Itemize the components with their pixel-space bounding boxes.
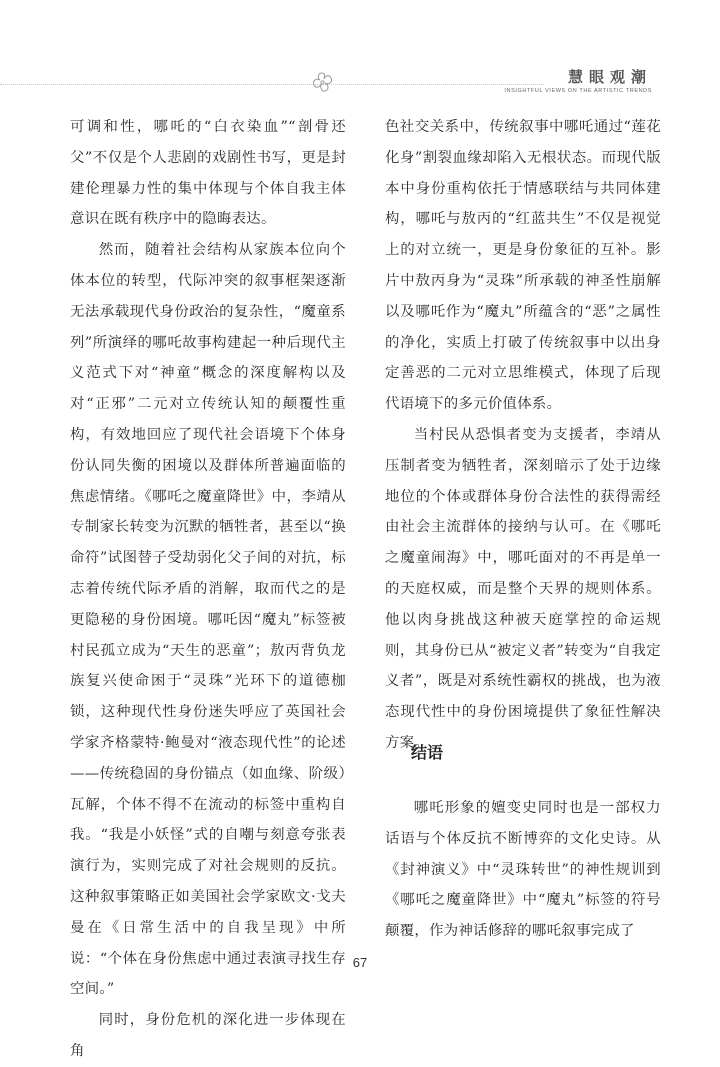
header-rule [0,84,544,85]
page-number: 67 [352,955,368,970]
left-paragraph-2: 然而，随着社会结构从家族本位向个体本位的转型，代际冲突的叙事框架逐渐无法承载现代身份政治的复杂性，“魔童系列”所演绎的哪吒故事构建起一种后现代主义范式下对“神童”概念的深度解构以及对“正邪”二元对立传统认知的颠覆性重构，有效地回应了现代社会语境下个体身份认同失衡的困境以及群体所普遍面临的焦虑情绪。《哪吒之魔童降世》中，李靖从专制家长转变为沉默的牺牲者，甚至以“换命符”试图替子受劫弱化父子间的对抗，标志着传统代际矛盾的消解，取而代之的是更隐秘的身份困境。哪吒因“魔丸”标签被村民孤立成为“天生的恶童”；敖丙背负龙族复兴使命困于“灵珠”光环下的道德枷锁，这种现代性身份迷失呼应了英国社会学家齐格蒙特·鲍曼对“液态现代性”的论述——传统稳固的身份锚点（如血缘、阶级）瓦解，个体不得不在流动的标签中重构自我。“我是小妖怪”式的自嘲与刻意夸张表演行为，实则完成了对社会规则的反抗。这种叙事策略正如美国社会学家欧文·戈夫曼在《日常生活中的自我呈现》中所说：“个体在身份焦虑中通过表演寻找生存空间。” [70,242,346,998]
journal-title: 慧眼观潮 [567,68,652,86]
right-paragraph-1: 色社交关系中，传统叙事中哪吒通过“莲花化身”割裂血缘却陷入无根状态。而现代版本中身份重构依托于情感联结与共同体建构，哪吒与敖丙的“红蓝共生”不仅是视觉上的对立统一，更是身份象征的互补。影片中敖丙身为“灵珠”所承载的神圣性崩解以及哪吒作为“魔丸”所蕴含的“恶”之属性的净化，实质上打破了传统叙事中以出身定善恶的二元对立思维模式，体现了后现代语境下的多元价值体系。 [385,119,661,413]
journal-subtitle: INSIGHTFUL VIEWS ON THE ARTISTIC TRENDS [504,88,652,94]
left-column [70,112,346,1067]
flower-ornament-icon [308,70,336,96]
right-column [385,112,661,759]
left-paragraph-1: 可调和性，哪吒的“白衣染血”“剖骨还父”不仅是个人悲剧的戏剧性书写，更是封建伦理暴力性的集中体现与个体自我主体意识在既有秩序中的隐晦表达。 [70,119,346,228]
right-column-conclusion [385,793,661,947]
left-paragraph-3: 同时，身份危机的深化进一步体现在角 [70,1012,346,1059]
section-title-conclusion: 结语 [411,743,444,762]
right-paragraph-3: 哪吒形象的嬗变史同时也是一部权力话语与个体反抗不断博弈的文化史诗。从《封神演义》中“灵珠转世”的神性规训到《哪吒之魔童降世》中“魔丸”标签的符号颠覆，作为神话修辞的哪吒叙事完成了 [385,800,661,940]
right-paragraph-2: 当村民从恐惧者变为支援者，李靖从压制者变为牺牲者，深刻暗示了处于边缘地位的个体或群体身份合法性的获得需经由社会主流群体的接纳与认可。在《哪吒之魔童闹海》中，哪吒面对的不再是单一的天庭权威，而是整个天界的规则体系。他以肉身挑战这种被天庭掌控的命运规则，其身份已从“被定义者”转变为“自我定义者”，既是对系统性霸权的挑战，也为液态现代性中的身份困境提供了象征性解决方案。 [385,426,661,751]
